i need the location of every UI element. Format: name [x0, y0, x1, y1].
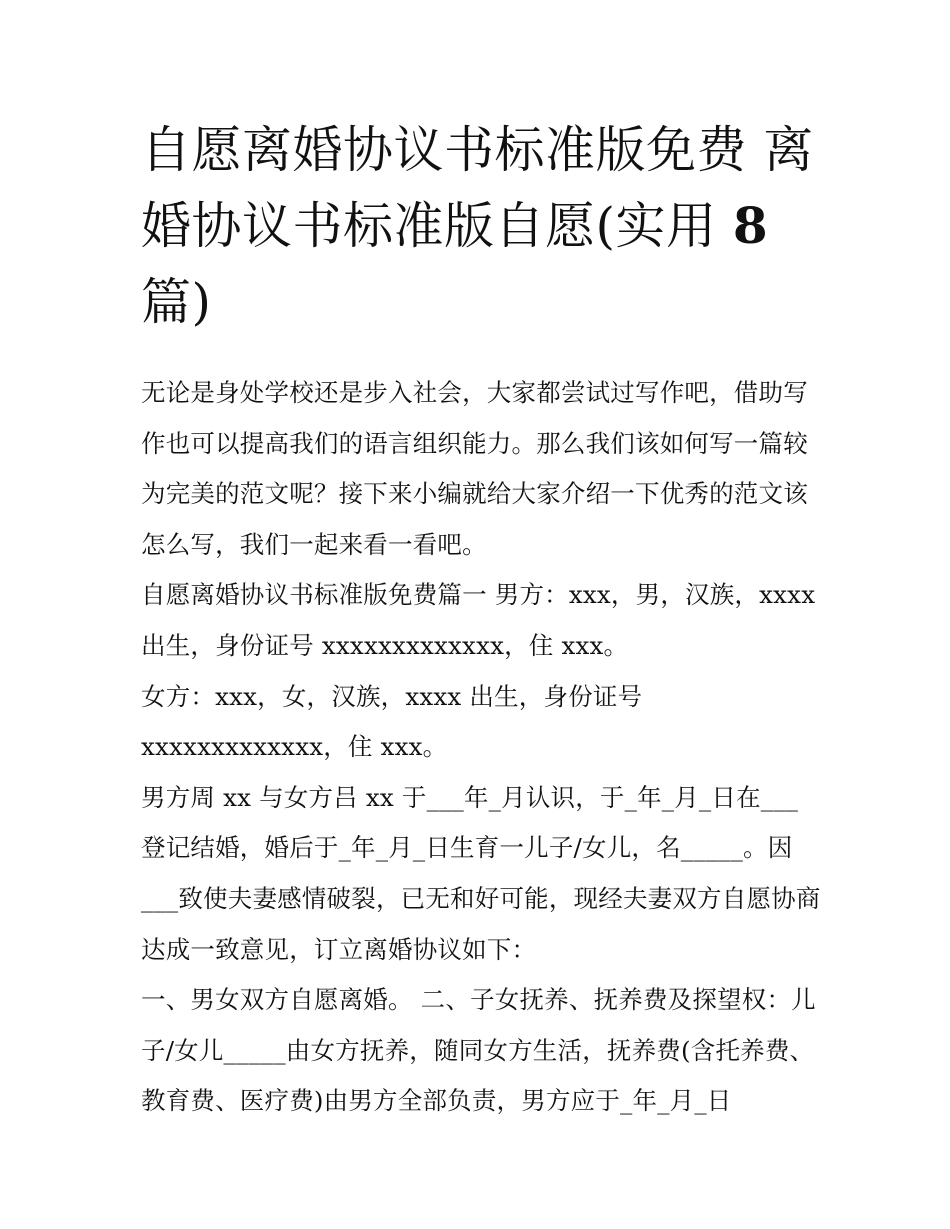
paragraph-marriage-facts: 男方周 xx 与女方吕 xx 于___年_月认识，于_年_月_日在___登记结婚，婚后于_年_月_日生育一儿子/女儿，名_____。因___致使夫妻感情破裂，已无和好可能，现经夫妻双方自愿协商达成一致意见，订立离婚协议如下： — [141, 782, 821, 964]
title-line-3: 篇) — [141, 273, 212, 331]
document-page — [141, 112, 821, 1127]
paragraph-male-party: 自愿离婚协议书标准版免费篇一 男方：xxx，男，汉族，xxxx出生，身份证号 xxxxxxxxxxxxx，住 xxx。 — [141, 580, 816, 660]
title-line-2: 婚协议书标准版自愿(实用 — [141, 197, 733, 255]
paragraph-intro: 无论是身处学校还是步入社会，大家都尝试过写作吧，借助写作也可以提高我们的语言组织能力。那么我们该如何写一篇较为完美的范文呢？接下来小编就给大家介绍一下优秀的范文该怎么写，我们一起来看一看吧。 — [141, 378, 808, 559]
paragraph-female-party: 女方：xxx，女，汉族，xxxx 出生，身份证号 — [141, 681, 643, 711]
paragraph-female-id: xxxxxxxxxxxxx，住 xxx。 — [141, 732, 448, 762]
title-number: 8 — [732, 196, 769, 255]
title-line-1: 自愿离婚协议书标准版免费 离 — [141, 121, 814, 179]
document-body — [141, 368, 821, 1127]
document-title — [141, 112, 821, 340]
paragraph-terms: 一、男女双方自愿离婚。 二、子女抚养、抚养费及探望权：儿子/女儿_____由女方抚养，随同女方生活，抚养费(含托养费、教育费、医疗费)由男方全部负责，男方应于_年_月_日 — [141, 985, 816, 1116]
